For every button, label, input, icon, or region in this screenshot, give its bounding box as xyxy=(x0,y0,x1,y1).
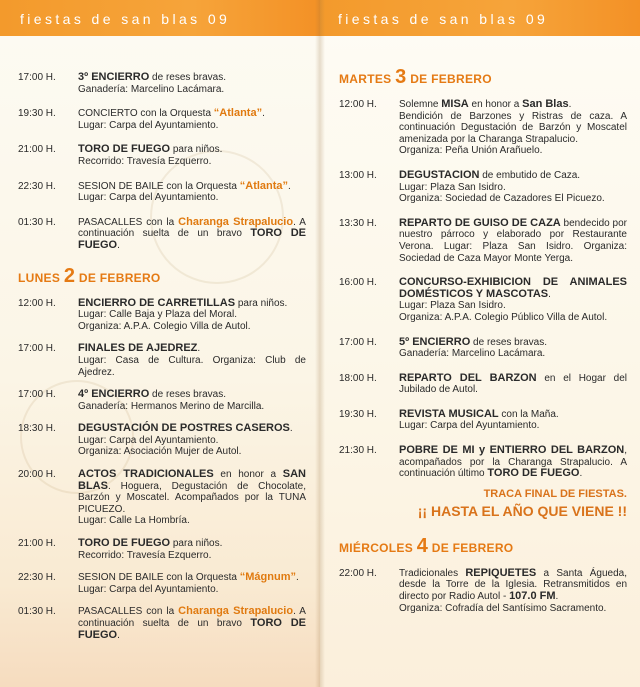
event-highlight: “Atlanta” xyxy=(213,107,263,120)
event-time: 21:00 H. xyxy=(18,144,56,156)
event-detail: Organiza: A.P.A. Colegio Villa de Autol. xyxy=(78,320,251,332)
event-row xyxy=(18,469,306,527)
event-title: TORO DE FUEGO xyxy=(78,537,171,550)
event-detail: Organiza: Sociedad de Cazadores El Picuezo. xyxy=(399,193,605,205)
event-detail: Organiza: A.P.A. Colegio Público Villa de Autol. xyxy=(399,311,608,323)
event-row xyxy=(339,568,627,614)
event-title: TORO DE FUEGO xyxy=(78,143,171,156)
right-schedule xyxy=(339,64,627,627)
header-banner xyxy=(0,0,320,36)
event-row xyxy=(18,72,306,95)
event-row xyxy=(18,572,306,595)
event-detail: Ganadería: Hermanos Merino de Marcilla. xyxy=(78,400,265,412)
event-detail: Lugar: Carpa del Ayuntamiento. xyxy=(399,420,540,432)
event-title: REPIQUETES xyxy=(465,566,537,579)
event-title: FINALES DE AJEDREZ xyxy=(78,342,198,355)
event-time: 16:00 H. xyxy=(339,277,377,289)
day-number: 2 xyxy=(63,264,76,287)
event-title: DEGUSTACION xyxy=(399,168,480,181)
event-body: TORO DE FUEGO para niños. Recorrido: Travesía Ezquerro. xyxy=(78,538,306,561)
event-row xyxy=(18,343,306,378)
event-row xyxy=(18,606,306,641)
event-title: 5º ENCIERRO xyxy=(399,335,471,348)
event-time: 17:00 H. xyxy=(18,343,56,355)
event-title: ENCIERRO DE CARRETILLAS xyxy=(78,296,236,309)
event-row xyxy=(18,538,306,561)
event-body: ACTOS TRADICIONALES en honor a SAN BLAS. Hoguera, Degustación de Chocolate, Barzón y Moscatel. Acompañados por la TUNA PICUEZO. Lugar: Calle La Hombría. xyxy=(78,468,306,527)
event-body: REPARTO DEL BARZON en el Hogar del Jubilado de Autol. xyxy=(399,371,627,396)
finale-slogan: ¡¡ HASTA EL AÑO QUE VIENE !! xyxy=(417,502,627,519)
event-row xyxy=(18,389,306,412)
event-title: POBRE DE MI y ENTIERRO DEL BARZON xyxy=(399,444,625,457)
event-body: REVISTA MUSICAL con la Maña. Lugar: Carpa del Ayuntamiento. xyxy=(399,409,627,432)
event-body: CONCURSO-EXHIBICION DE ANIMALES DOMÉSTICOS Y MASCOTAS. Lugar: Plaza San Isidro. Organiza: A.P.A. Colegio Público Villa de Autol. xyxy=(399,276,627,323)
day-heading: MIÉRCOLES 4 DE FEBRERO xyxy=(339,534,514,557)
event-time: 13:00 H. xyxy=(339,169,377,181)
event-row xyxy=(18,423,306,458)
right-page xyxy=(320,0,640,687)
event-body: 3º ENCIERRO de reses bravas. Ganadería: Marcelino Lacámara. xyxy=(78,72,306,95)
event-row xyxy=(18,298,306,333)
event-title: SAN BLAS xyxy=(78,468,306,492)
event-title: San Blas xyxy=(522,98,569,110)
event-row xyxy=(339,445,627,480)
event-detail: Bendición de Barzones y Ristras de caza. A continuación Degustación de Barzón y Moscatel amenizada por la Charanga Strapalucio. xyxy=(399,110,627,145)
event-time: 01:30 H. xyxy=(18,216,56,228)
event-detail: Lugar: Carpa del Ayuntamiento. xyxy=(78,434,219,446)
event-time: 22:30 H. xyxy=(18,180,56,192)
event-title: DEGUSTACIÓN DE POSTRES CASEROS xyxy=(78,422,290,435)
event-title: ACTOS TRADICIONALES xyxy=(78,468,214,481)
event-row xyxy=(339,170,627,205)
event-title: TORO DE FUEGO xyxy=(78,617,306,641)
event-time: 19:30 H. xyxy=(339,408,377,420)
event-detail: Lugar: Carpa del Ayuntamiento. xyxy=(78,583,219,595)
header-banner xyxy=(320,0,640,36)
event-body: ENCIERRO DE CARRETILLAS para niños. Lugar: Calle Baja y Plaza del Moral. Organiza: A.P.A. Colegio Villa de Autol. xyxy=(78,298,306,333)
event-title: REPARTO DEL BARZON xyxy=(399,371,537,384)
event-body: SESION DE BAILE con la Orquesta “Mágnum”. Lugar: Carpa del Ayuntamiento. xyxy=(78,572,306,595)
event-title: MISA xyxy=(441,98,469,110)
event-detail: Organiza: Cofradía del Santísimo Sacramento. xyxy=(399,602,607,614)
event-detail: Lugar: Casa de Cultura. Organiza: Club de Ajedrez. xyxy=(78,354,306,378)
event-row xyxy=(339,277,627,323)
left-schedule xyxy=(18,72,306,652)
event-body: REPARTO DE GUISO DE CAZA bendecido por nuestro párroco y elaborado por Restaurante Verona. Lugar: Plaza San Isidro. Organiza: Sociedad de Caza Mayor Monte Yerga. xyxy=(399,216,627,264)
banner-title: fiestas de san blas 09 xyxy=(338,11,549,27)
event-detail: Lugar: Calle La Hombría. xyxy=(78,515,190,527)
event-body: DEGUSTACION de embutido de Caza. Lugar: Plaza San Isidro. Organiza: Sociedad de Cazadores El Picuezo. xyxy=(399,170,627,205)
event-highlight: “Atlanta” xyxy=(239,179,289,192)
day-heading: LUNES 2 DE FEBRERO xyxy=(18,264,161,287)
event-body: SESION DE BAILE con la Orquesta “Atlanta”. Lugar: Carpa del Ayuntamiento. xyxy=(78,181,306,204)
event-body: 5º ENCIERRO de reses bravas. Ganadería: Marcelino Lacámara. xyxy=(399,337,627,360)
event-row xyxy=(18,144,306,167)
event-body: DEGUSTACIÓN DE POSTRES CASEROS. Lugar: Carpa del Ayuntamiento. Organiza: Asociación Mujer de Autol. xyxy=(78,423,306,458)
event-title: REVISTA MUSICAL xyxy=(399,407,499,420)
event-body: 4º ENCIERRO de reses bravas. Ganadería: Hermanos Merino de Marcilla. xyxy=(78,389,306,412)
event-time: 13:30 H. xyxy=(339,217,377,229)
event-row xyxy=(339,373,627,396)
event-detail: Organiza: Peña Unión Arañuelo. xyxy=(399,145,543,157)
event-body: POBRE DE MI y ENTIERRO DEL BARZON, acompañados por la Charanga Strapalucio. A continuación último TORO DE FUEGO. xyxy=(399,444,627,480)
event-detail: Lugar: Calle Baja y Plaza del Moral. xyxy=(78,309,237,321)
event-body: CONCIERTO con la Orquesta “Atlanta”. Lugar: Carpa del Ayuntamiento. xyxy=(78,108,306,131)
event-body: Tradicionales REPIQUETES a Santa Águeda, desde la Torre de la Iglesia. Retransmitidos en directo por Radio Autol - 107.0 FM. Organiza: Cofradía del Santísimo Sacramento. xyxy=(399,566,627,614)
event-detail: Recorrido: Travesía Ezquerro. xyxy=(78,549,212,561)
event-body: Solemne MISA en honor a San Blas. Bendición de Barzones y Ristras de caza. A continuación Degustación de Barzón y Moscatel amenizada por la Charanga Strapalucio. Organiza: Peña Unión Arañuelo. xyxy=(399,98,627,157)
event-highlight: Charanga Strapalucio xyxy=(178,215,294,228)
event-row xyxy=(339,218,627,264)
event-time: 21:00 H. xyxy=(18,538,56,550)
event-detail: Lugar: Carpa del Ayuntamiento. xyxy=(78,119,219,131)
finale-line: TRACA FINAL DE FIESTAS. xyxy=(483,487,627,500)
event-body: PASACALLES con la Charanga Strapalucio. A continuación suelta de un bravo TORO DE FUEGO. xyxy=(78,215,306,251)
event-row xyxy=(18,108,306,131)
event-detail: Ganadería: Marcelino Lacámara. xyxy=(399,348,546,360)
event-highlight: Charanga Strapalucio xyxy=(178,605,294,618)
event-row xyxy=(18,217,306,252)
event-detail: Lugar: Carpa del Ayuntamiento. xyxy=(78,192,219,204)
event-time: 22:00 H. xyxy=(339,567,377,579)
event-detail: Organiza: Asociación Mujer de Autol. xyxy=(78,446,242,458)
event-time: 22:30 H. xyxy=(18,572,56,584)
event-title: 4º ENCIERRO xyxy=(78,388,150,401)
event-time: 18:00 H. xyxy=(339,372,377,384)
event-detail: Ganadería: Marcelino Lacámara. xyxy=(78,83,225,95)
event-row xyxy=(339,99,627,157)
event-detail: Lugar: Plaza San Isidro. xyxy=(399,300,506,312)
event-row xyxy=(18,181,306,204)
event-body: FINALES DE AJEDREZ. Lugar: Casa de Cultura. Organiza: Club de Ajedrez. xyxy=(78,342,306,378)
event-body: TORO DE FUEGO para niños. Recorrido: Travesía Ezquerro. xyxy=(78,144,306,167)
event-time: 20:00 H. xyxy=(18,469,56,481)
day-heading: MARTES 3 DE FEBRERO xyxy=(339,66,492,88)
event-time: 17:00 H. xyxy=(18,72,56,83)
event-time: 12:00 H. xyxy=(18,297,56,309)
event-title: 107.0 FM xyxy=(509,590,556,603)
page-fold xyxy=(315,0,325,687)
event-time: 18:30 H. xyxy=(18,423,56,435)
banner-title: fiestas de san blas 09 xyxy=(20,11,231,27)
day-number: 3 xyxy=(395,66,407,88)
event-title: CONCURSO-EXHIBICION DE ANIMALES DOMÉSTICOS Y MASCOTAS xyxy=(399,276,627,300)
event-time: 17:00 H. xyxy=(339,336,377,348)
event-detail: Recorrido: Travesía Ezquerro. xyxy=(78,155,212,167)
event-title: 3º ENCIERRO xyxy=(78,71,150,83)
event-detail: Lugar: Plaza San Isidro. xyxy=(399,181,506,193)
event-row xyxy=(339,409,627,432)
event-time: 21:30 H. xyxy=(339,445,377,457)
day-number: 4 xyxy=(416,534,429,557)
event-title: REPARTO DE GUISO DE CAZA xyxy=(399,216,561,229)
event-time: 12:00 H. xyxy=(339,99,377,110)
event-time: 19:30 H. xyxy=(18,108,56,120)
event-title: TORO DE FUEGO xyxy=(487,467,580,480)
event-time: 01:30 H. xyxy=(18,606,56,618)
event-title: TORO DE FUEGO xyxy=(78,227,306,251)
event-row xyxy=(339,337,627,360)
event-highlight: “Mágnum” xyxy=(239,571,296,584)
event-time: 17:00 H. xyxy=(18,389,56,401)
event-body: PASACALLES con la Charanga Strapalucio. A continuación suelta de un bravo TORO DE FUEGO. xyxy=(78,605,306,641)
